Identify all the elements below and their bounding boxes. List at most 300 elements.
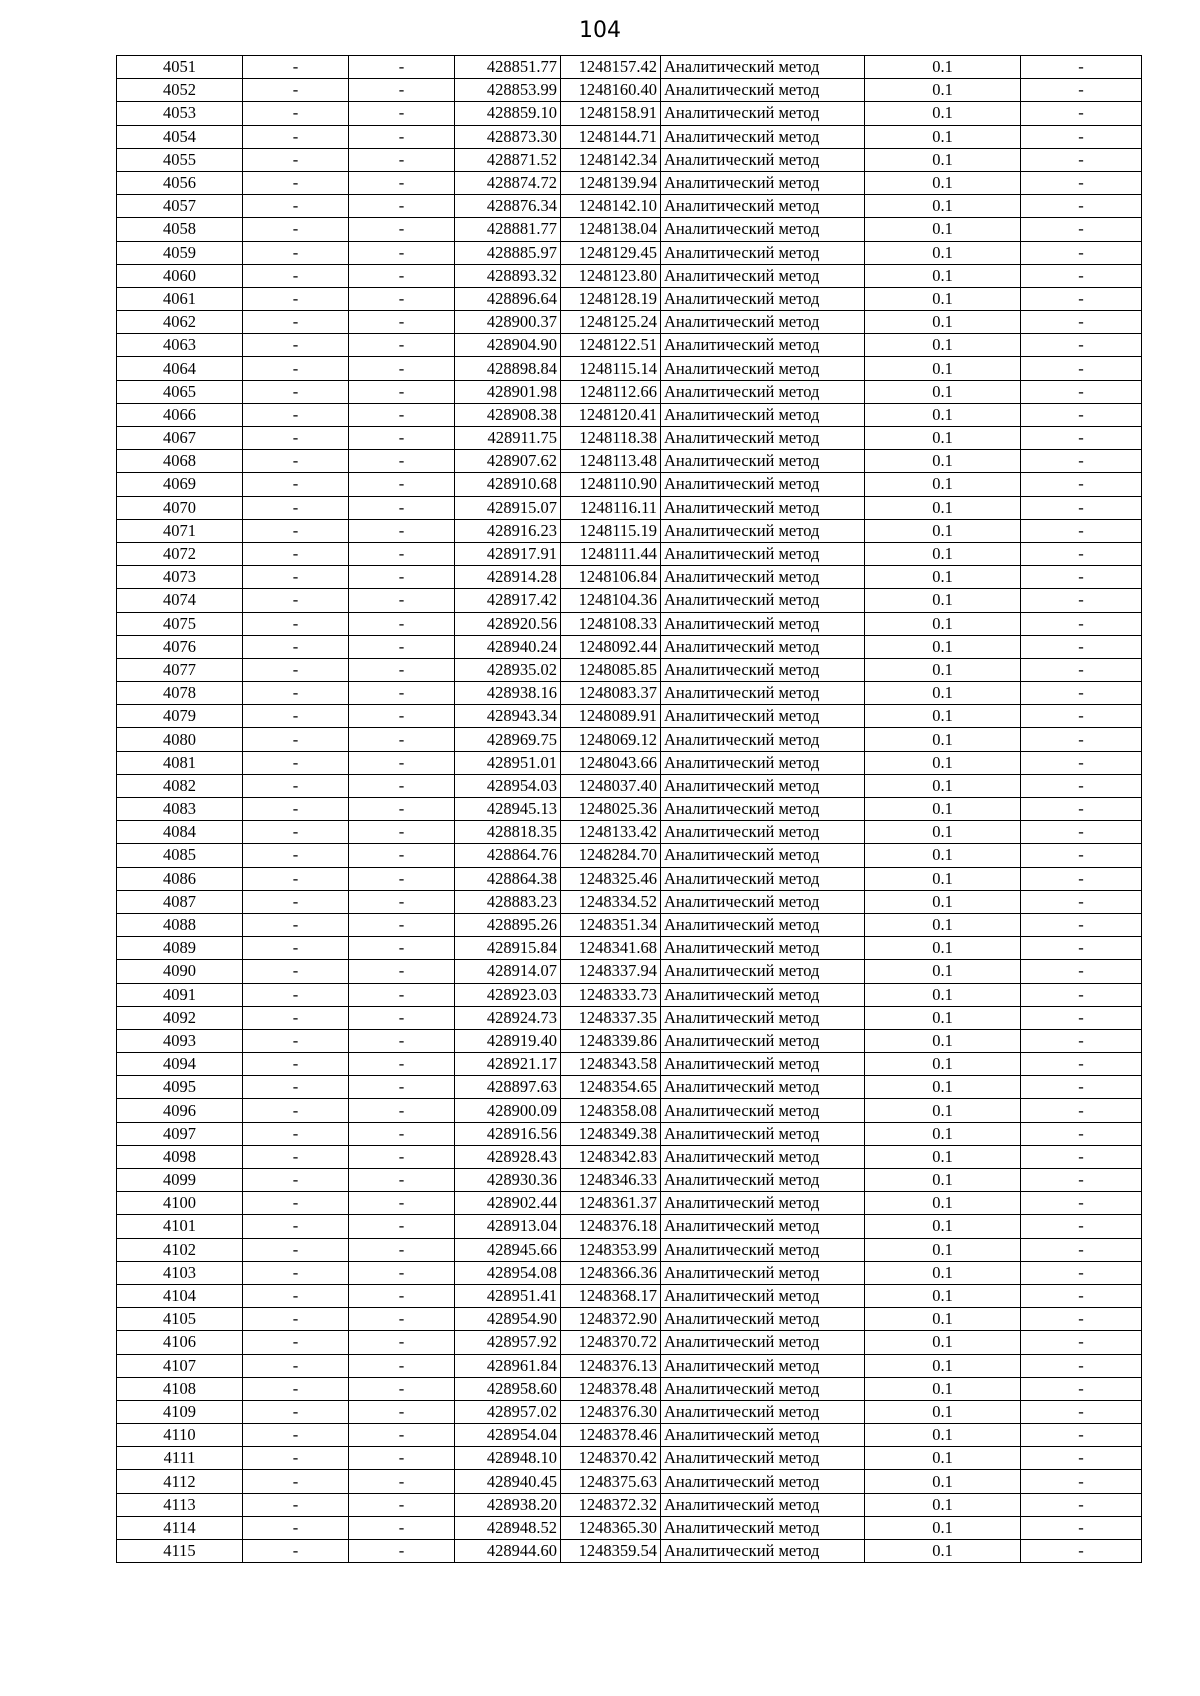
empty-cell: - <box>243 519 349 542</box>
y-coordinate-cell: 1248372.32 <box>561 1493 661 1516</box>
y-coordinate-cell: 1248092.44 <box>561 635 661 658</box>
empty-cell: - <box>349 1284 455 1307</box>
empty-cell: - <box>349 612 455 635</box>
x-coordinate-cell: 428951.41 <box>455 1284 561 1307</box>
method-cell: Аналитический метод <box>661 1099 865 1122</box>
table-row <box>117 1516 1142 1539</box>
point-number-cell: 4076 <box>117 635 243 658</box>
empty-cell: - <box>243 311 349 334</box>
y-coordinate-cell: 1248115.14 <box>561 357 661 380</box>
table-row <box>117 913 1142 936</box>
point-number-cell: 4093 <box>117 1029 243 1052</box>
empty-cell: - <box>349 1516 455 1539</box>
empty-cell: - <box>243 1308 349 1331</box>
x-coordinate-cell: 428896.64 <box>455 287 561 310</box>
point-number-cell: 4091 <box>117 983 243 1006</box>
empty-cell: - <box>1021 798 1142 821</box>
x-coordinate-cell: 428908.38 <box>455 403 561 426</box>
point-number-cell: 4092 <box>117 1006 243 1029</box>
y-coordinate-cell: 1248122.51 <box>561 334 661 357</box>
empty-cell: - <box>349 913 455 936</box>
table-row <box>117 682 1142 705</box>
method-cell: Аналитический метод <box>661 1053 865 1076</box>
x-coordinate-cell: 428954.90 <box>455 1308 561 1331</box>
empty-cell: - <box>349 334 455 357</box>
table-row <box>117 171 1142 194</box>
table-row <box>117 1053 1142 1076</box>
empty-cell: - <box>243 798 349 821</box>
method-cell: Аналитический метод <box>661 542 865 565</box>
table-row <box>117 612 1142 635</box>
point-number-cell: 4102 <box>117 1238 243 1261</box>
method-cell: Аналитический метод <box>661 1377 865 1400</box>
empty-cell: - <box>1021 867 1142 890</box>
coordinates-table-body <box>117 56 1142 1563</box>
x-coordinate-cell: 428948.52 <box>455 1516 561 1539</box>
accuracy-cell: 0.1 <box>865 1400 1021 1423</box>
empty-cell: - <box>1021 1122 1142 1145</box>
point-number-cell: 4115 <box>117 1540 243 1563</box>
empty-cell: - <box>243 774 349 797</box>
empty-cell: - <box>243 1192 349 1215</box>
empty-cell: - <box>243 542 349 565</box>
table-row <box>117 890 1142 913</box>
y-coordinate-cell: 1248138.04 <box>561 218 661 241</box>
empty-cell: - <box>243 890 349 913</box>
method-cell: Аналитический метод <box>661 1261 865 1284</box>
accuracy-cell: 0.1 <box>865 821 1021 844</box>
accuracy-cell: 0.1 <box>865 705 1021 728</box>
x-coordinate-cell: 428900.09 <box>455 1099 561 1122</box>
empty-cell: - <box>243 589 349 612</box>
x-coordinate-cell: 428859.10 <box>455 102 561 125</box>
table-row <box>117 380 1142 403</box>
empty-cell: - <box>243 1076 349 1099</box>
accuracy-cell: 0.1 <box>865 241 1021 264</box>
method-cell: Аналитический метод <box>661 171 865 194</box>
y-coordinate-cell: 1248370.42 <box>561 1447 661 1470</box>
point-number-cell: 4080 <box>117 728 243 751</box>
empty-cell: - <box>349 1122 455 1145</box>
point-number-cell: 4061 <box>117 287 243 310</box>
method-cell: Аналитический метод <box>661 450 865 473</box>
y-coordinate-cell: 1248123.80 <box>561 264 661 287</box>
empty-cell: - <box>1021 983 1142 1006</box>
accuracy-cell: 0.1 <box>865 171 1021 194</box>
accuracy-cell: 0.1 <box>865 519 1021 542</box>
empty-cell: - <box>243 1006 349 1029</box>
y-coordinate-cell: 1248112.66 <box>561 380 661 403</box>
empty-cell: - <box>243 1354 349 1377</box>
table-row <box>117 1470 1142 1493</box>
table-row <box>117 450 1142 473</box>
x-coordinate-cell: 428902.44 <box>455 1192 561 1215</box>
empty-cell: - <box>1021 821 1142 844</box>
y-coordinate-cell: 1248342.83 <box>561 1145 661 1168</box>
coordinates-table <box>116 55 1142 1563</box>
method-cell: Аналитический метод <box>661 357 865 380</box>
x-coordinate-cell: 428943.34 <box>455 705 561 728</box>
empty-cell: - <box>349 496 455 519</box>
accuracy-cell: 0.1 <box>865 844 1021 867</box>
empty-cell: - <box>349 1029 455 1052</box>
accuracy-cell: 0.1 <box>865 612 1021 635</box>
method-cell: Аналитический метод <box>661 960 865 983</box>
table-row <box>117 1029 1142 1052</box>
empty-cell: - <box>349 148 455 171</box>
method-cell: Аналитический метод <box>661 913 865 936</box>
accuracy-cell: 0.1 <box>865 937 1021 960</box>
y-coordinate-cell: 1248110.90 <box>561 473 661 496</box>
method-cell: Аналитический метод <box>661 1493 865 1516</box>
empty-cell: - <box>243 635 349 658</box>
y-coordinate-cell: 1248349.38 <box>561 1122 661 1145</box>
y-coordinate-cell: 1248376.13 <box>561 1354 661 1377</box>
y-coordinate-cell: 1248341.68 <box>561 937 661 960</box>
point-number-cell: 4090 <box>117 960 243 983</box>
y-coordinate-cell: 1248337.35 <box>561 1006 661 1029</box>
accuracy-cell: 0.1 <box>865 195 1021 218</box>
x-coordinate-cell: 428853.99 <box>455 79 561 102</box>
point-number-cell: 4103 <box>117 1261 243 1284</box>
page-number: 104 <box>579 18 621 43</box>
table-row <box>117 566 1142 589</box>
table-row <box>117 79 1142 102</box>
accuracy-cell: 0.1 <box>865 148 1021 171</box>
x-coordinate-cell: 428818.35 <box>455 821 561 844</box>
y-coordinate-cell: 1248106.84 <box>561 566 661 589</box>
empty-cell: - <box>1021 450 1142 473</box>
empty-cell: - <box>243 148 349 171</box>
empty-cell: - <box>349 125 455 148</box>
empty-cell: - <box>1021 1470 1142 1493</box>
table-row <box>117 1493 1142 1516</box>
table-row <box>117 1238 1142 1261</box>
table-row <box>117 983 1142 1006</box>
method-cell: Аналитический метод <box>661 1215 865 1238</box>
empty-cell: - <box>349 1215 455 1238</box>
point-number-cell: 4068 <box>117 450 243 473</box>
point-number-cell: 4085 <box>117 844 243 867</box>
x-coordinate-cell: 428897.63 <box>455 1076 561 1099</box>
empty-cell: - <box>349 287 455 310</box>
accuracy-cell: 0.1 <box>865 1192 1021 1215</box>
y-coordinate-cell: 1248372.90 <box>561 1308 661 1331</box>
empty-cell: - <box>1021 589 1142 612</box>
empty-cell: - <box>243 682 349 705</box>
table-row <box>117 56 1142 79</box>
empty-cell: - <box>1021 125 1142 148</box>
accuracy-cell: 0.1 <box>865 1145 1021 1168</box>
point-number-cell: 4113 <box>117 1493 243 1516</box>
method-cell: Аналитический метод <box>661 264 865 287</box>
empty-cell: - <box>1021 1076 1142 1099</box>
point-number-cell: 4079 <box>117 705 243 728</box>
point-number-cell: 4071 <box>117 519 243 542</box>
point-number-cell: 4054 <box>117 125 243 148</box>
accuracy-cell: 0.1 <box>865 125 1021 148</box>
point-number-cell: 4105 <box>117 1308 243 1331</box>
empty-cell: - <box>1021 774 1142 797</box>
method-cell: Аналитический метод <box>661 705 865 728</box>
table-row <box>117 937 1142 960</box>
x-coordinate-cell: 428951.01 <box>455 751 561 774</box>
empty-cell: - <box>243 1169 349 1192</box>
empty-cell: - <box>349 867 455 890</box>
method-cell: Аналитический метод <box>661 1145 865 1168</box>
empty-cell: - <box>349 705 455 728</box>
empty-cell: - <box>243 844 349 867</box>
empty-cell: - <box>349 751 455 774</box>
empty-cell: - <box>243 218 349 241</box>
empty-cell: - <box>349 1470 455 1493</box>
empty-cell: - <box>243 1424 349 1447</box>
y-coordinate-cell: 1248037.40 <box>561 774 661 797</box>
table-row <box>117 311 1142 334</box>
x-coordinate-cell: 428969.75 <box>455 728 561 751</box>
point-number-cell: 4075 <box>117 612 243 635</box>
method-cell: Аналитический метод <box>661 1516 865 1539</box>
empty-cell: - <box>1021 960 1142 983</box>
x-coordinate-cell: 428881.77 <box>455 218 561 241</box>
empty-cell: - <box>349 79 455 102</box>
y-coordinate-cell: 1248376.18 <box>561 1215 661 1238</box>
x-coordinate-cell: 428895.26 <box>455 913 561 936</box>
table-row <box>117 635 1142 658</box>
empty-cell: - <box>243 960 349 983</box>
y-coordinate-cell: 1248284.70 <box>561 844 661 867</box>
point-number-cell: 4067 <box>117 427 243 450</box>
x-coordinate-cell: 428914.07 <box>455 960 561 983</box>
point-number-cell: 4104 <box>117 1284 243 1307</box>
method-cell: Аналитический метод <box>661 566 865 589</box>
empty-cell: - <box>243 380 349 403</box>
empty-cell: - <box>1021 264 1142 287</box>
empty-cell: - <box>1021 427 1142 450</box>
method-cell: Аналитический метод <box>661 1540 865 1563</box>
method-cell: Аналитический метод <box>661 774 865 797</box>
accuracy-cell: 0.1 <box>865 287 1021 310</box>
empty-cell: - <box>243 102 349 125</box>
point-number-cell: 4114 <box>117 1516 243 1539</box>
y-coordinate-cell: 1248139.94 <box>561 171 661 194</box>
empty-cell: - <box>1021 334 1142 357</box>
empty-cell: - <box>1021 913 1142 936</box>
point-number-cell: 4099 <box>117 1169 243 1192</box>
x-coordinate-cell: 428898.84 <box>455 357 561 380</box>
empty-cell: - <box>349 1053 455 1076</box>
point-number-cell: 4111 <box>117 1447 243 1470</box>
x-coordinate-cell: 428871.52 <box>455 148 561 171</box>
method-cell: Аналитический метод <box>661 218 865 241</box>
table-row <box>117 1331 1142 1354</box>
empty-cell: - <box>243 171 349 194</box>
accuracy-cell: 0.1 <box>865 635 1021 658</box>
y-coordinate-cell: 1248346.33 <box>561 1169 661 1192</box>
accuracy-cell: 0.1 <box>865 890 1021 913</box>
method-cell: Аналитический метод <box>661 1076 865 1099</box>
x-coordinate-cell: 428935.02 <box>455 658 561 681</box>
method-cell: Аналитический метод <box>661 102 865 125</box>
table-row <box>117 1400 1142 1423</box>
table-row <box>117 589 1142 612</box>
table-row <box>117 102 1142 125</box>
empty-cell: - <box>1021 218 1142 241</box>
empty-cell: - <box>1021 287 1142 310</box>
empty-cell: - <box>243 1493 349 1516</box>
y-coordinate-cell: 1248108.33 <box>561 612 661 635</box>
accuracy-cell: 0.1 <box>865 427 1021 450</box>
method-cell: Аналитический метод <box>661 682 865 705</box>
x-coordinate-cell: 428901.98 <box>455 380 561 403</box>
accuracy-cell: 0.1 <box>865 311 1021 334</box>
empty-cell: - <box>243 264 349 287</box>
table-row <box>117 473 1142 496</box>
accuracy-cell: 0.1 <box>865 1029 1021 1052</box>
method-cell: Аналитический метод <box>661 1284 865 1307</box>
table-row <box>117 1122 1142 1145</box>
empty-cell: - <box>243 1099 349 1122</box>
accuracy-cell: 0.1 <box>865 1516 1021 1539</box>
table-row <box>117 821 1142 844</box>
empty-cell: - <box>1021 1215 1142 1238</box>
empty-cell: - <box>349 566 455 589</box>
empty-cell: - <box>1021 937 1142 960</box>
empty-cell: - <box>1021 658 1142 681</box>
table-row <box>117 403 1142 426</box>
empty-cell: - <box>349 1145 455 1168</box>
empty-cell: - <box>349 218 455 241</box>
empty-cell: - <box>243 821 349 844</box>
method-cell: Аналитический метод <box>661 635 865 658</box>
empty-cell: - <box>349 171 455 194</box>
point-number-cell: 4077 <box>117 658 243 681</box>
empty-cell: - <box>1021 635 1142 658</box>
x-coordinate-cell: 428957.02 <box>455 1400 561 1423</box>
method-cell: Аналитический метод <box>661 403 865 426</box>
point-number-cell: 4058 <box>117 218 243 241</box>
method-cell: Аналитический метод <box>661 79 865 102</box>
y-coordinate-cell: 1248368.17 <box>561 1284 661 1307</box>
x-coordinate-cell: 428957.92 <box>455 1331 561 1354</box>
accuracy-cell: 0.1 <box>865 658 1021 681</box>
method-cell: Аналитический метод <box>661 890 865 913</box>
y-coordinate-cell: 1248353.99 <box>561 1238 661 1261</box>
table-row <box>117 1076 1142 1099</box>
x-coordinate-cell: 428916.23 <box>455 519 561 542</box>
table-row <box>117 751 1142 774</box>
x-coordinate-cell: 428917.91 <box>455 542 561 565</box>
empty-cell: - <box>243 334 349 357</box>
table-row <box>117 241 1142 264</box>
empty-cell: - <box>349 1261 455 1284</box>
empty-cell: - <box>349 635 455 658</box>
empty-cell: - <box>243 612 349 635</box>
point-number-cell: 4060 <box>117 264 243 287</box>
empty-cell: - <box>349 890 455 913</box>
empty-cell: - <box>243 56 349 79</box>
method-cell: Аналитический метод <box>661 751 865 774</box>
x-coordinate-cell: 428873.30 <box>455 125 561 148</box>
method-cell: Аналитический метод <box>661 1400 865 1423</box>
empty-cell: - <box>349 542 455 565</box>
accuracy-cell: 0.1 <box>865 913 1021 936</box>
table-row <box>117 1354 1142 1377</box>
empty-cell: - <box>349 427 455 450</box>
accuracy-cell: 0.1 <box>865 1540 1021 1563</box>
empty-cell: - <box>243 1516 349 1539</box>
table-row <box>117 867 1142 890</box>
accuracy-cell: 0.1 <box>865 1284 1021 1307</box>
method-cell: Аналитический метод <box>661 867 865 890</box>
empty-cell: - <box>1021 1006 1142 1029</box>
method-cell: Аналитический метод <box>661 844 865 867</box>
empty-cell: - <box>1021 311 1142 334</box>
point-number-cell: 4100 <box>117 1192 243 1215</box>
method-cell: Аналитический метод <box>661 195 865 218</box>
x-coordinate-cell: 428923.03 <box>455 983 561 1006</box>
empty-cell: - <box>349 728 455 751</box>
empty-cell: - <box>349 1493 455 1516</box>
empty-cell: - <box>1021 519 1142 542</box>
empty-cell: - <box>349 357 455 380</box>
empty-cell: - <box>349 519 455 542</box>
x-coordinate-cell: 428954.08 <box>455 1261 561 1284</box>
accuracy-cell: 0.1 <box>865 983 1021 1006</box>
point-number-cell: 4074 <box>117 589 243 612</box>
y-coordinate-cell: 1248334.52 <box>561 890 661 913</box>
point-number-cell: 4084 <box>117 821 243 844</box>
point-number-cell: 4112 <box>117 1470 243 1493</box>
empty-cell: - <box>349 311 455 334</box>
table-row <box>117 195 1142 218</box>
y-coordinate-cell: 1248104.36 <box>561 589 661 612</box>
empty-cell: - <box>1021 1099 1142 1122</box>
table-row <box>117 287 1142 310</box>
y-coordinate-cell: 1248113.48 <box>561 450 661 473</box>
y-coordinate-cell: 1248333.73 <box>561 983 661 1006</box>
table-row <box>117 1447 1142 1470</box>
method-cell: Аналитический метод <box>661 1470 865 1493</box>
point-number-cell: 4106 <box>117 1331 243 1354</box>
accuracy-cell: 0.1 <box>865 960 1021 983</box>
y-coordinate-cell: 1248118.38 <box>561 427 661 450</box>
empty-cell: - <box>1021 403 1142 426</box>
x-coordinate-cell: 428914.28 <box>455 566 561 589</box>
method-cell: Аналитический метод <box>661 241 865 264</box>
empty-cell: - <box>349 1076 455 1099</box>
x-coordinate-cell: 428917.42 <box>455 589 561 612</box>
y-coordinate-cell: 1248354.65 <box>561 1076 661 1099</box>
y-coordinate-cell: 1248115.19 <box>561 519 661 542</box>
table-row <box>117 1308 1142 1331</box>
method-cell: Аналитический метод <box>661 1006 865 1029</box>
table-row <box>117 542 1142 565</box>
x-coordinate-cell: 428913.04 <box>455 1215 561 1238</box>
empty-cell: - <box>243 1331 349 1354</box>
empty-cell: - <box>243 1215 349 1238</box>
x-coordinate-cell: 428915.84 <box>455 937 561 960</box>
accuracy-cell: 0.1 <box>865 867 1021 890</box>
x-coordinate-cell: 428938.16 <box>455 682 561 705</box>
point-number-cell: 4101 <box>117 1215 243 1238</box>
point-number-cell: 4081 <box>117 751 243 774</box>
accuracy-cell: 0.1 <box>865 1424 1021 1447</box>
empty-cell: - <box>243 937 349 960</box>
method-cell: Аналитический метод <box>661 983 865 1006</box>
table-row <box>117 1145 1142 1168</box>
y-coordinate-cell: 1248361.37 <box>561 1192 661 1215</box>
